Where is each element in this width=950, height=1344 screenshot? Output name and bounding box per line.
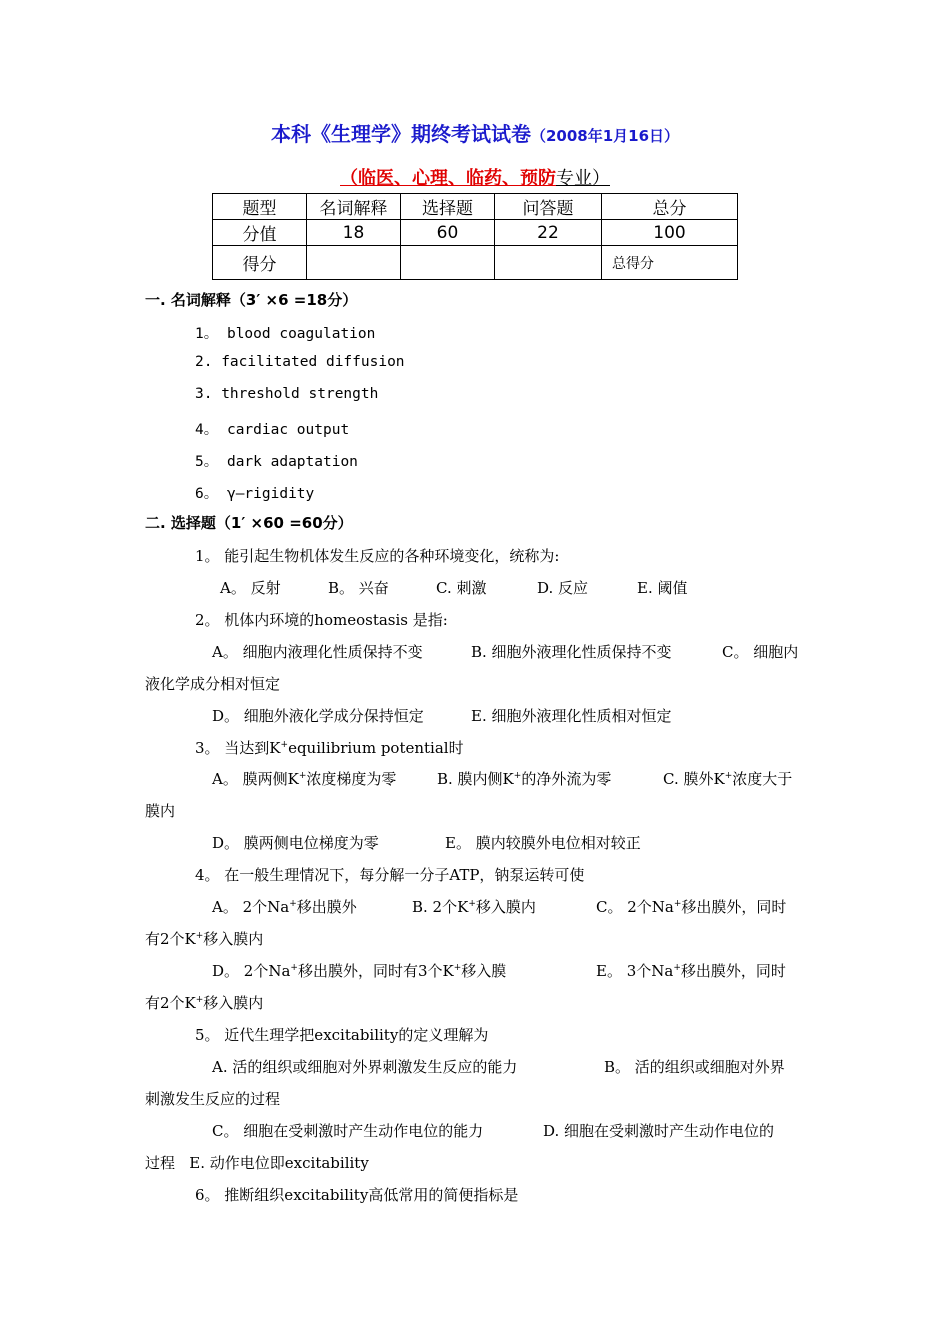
table-cell: 问答题 [495,194,602,220]
question-stem: 2。 机体内环境的homeostasis 是指: [195,611,448,629]
list-item: 1。 blood coagulation [195,326,376,342]
option: B。 兴奋 [328,579,389,597]
list-item: 4。 cardiac output [195,422,350,438]
option: D。 膜两侧电位梯度为零 [212,834,379,852]
table-cell: 18 [307,220,401,246]
option: C。 细胞在受刺激时产生动作电位的能力 [212,1122,484,1140]
option: D。 2个Na+移出膜外，同时有3个K+移入膜 [212,962,507,980]
list-item: 5。 dark adaptation [195,454,358,470]
option-continued: 液化学成分相对恒定 [145,675,281,693]
option: A。 膜两侧K+浓度梯度为零 [212,770,397,788]
option: B. 2个K+移入膜内 [412,898,536,916]
option-continued: 有2个K+移入膜内 [145,930,264,948]
list-item: 6。 γ—rigidity [195,486,315,502]
table-cell: 得分 [213,246,307,280]
table-cell: 22 [495,220,602,246]
question-stem: 6。 推断组织excitability高低常用的简便指标是 [195,1186,519,1204]
score-field [307,246,401,280]
table-cell: 选择题 [401,194,495,220]
option: E. 阈值 [637,579,688,597]
table-cell: 分值 [213,220,307,246]
option: B。 活的组织或细胞对外界 [604,1058,785,1076]
table-cell: 100 [602,220,738,246]
option-continued: 膜内 [145,802,176,820]
section-heading-1: 一. 名词解释（3′ ×6 =18分） [145,291,358,309]
table-cell: 名词解释 [307,194,401,220]
option: E。 3个Na+移出膜外，同时 [596,962,786,980]
question-stem: 4。 在一般生理情况下，每分解一分子ATP，钠泵运转可使 [195,866,585,884]
option: D。 细胞外液化学成分保持恒定 [212,707,424,725]
table-row [213,246,738,280]
table-cell: 题型 [213,194,307,220]
option: C. 刺激 [436,579,487,597]
list-item: 2. facilitated diffusion [195,354,405,370]
question-stem: 5。 近代生理学把excitability的定义理解为 [195,1026,489,1044]
option: A。 细胞内液理化性质保持不变 [212,643,423,661]
option: B. 细胞外液理化性质保持不变 [471,643,672,661]
option: D. 反应 [537,579,589,597]
option-continued: 有2个K+移入膜内 [145,994,264,1012]
question-stem: 1。 能引起生物机体发生反应的各种环境变化，统称为: [195,547,560,565]
score-table [212,193,738,280]
table-cell: 60 [401,220,495,246]
option: C. 膜外K+浓度大于 [663,770,793,788]
option: C。 细胞内 [722,643,799,661]
score-field [401,246,495,280]
table-row [213,194,738,220]
table-row [213,220,738,246]
option-continued: 过程 E. 动作电位即excitability [145,1154,369,1172]
option: D. 细胞在受刺激时产生动作电位的 [543,1122,775,1140]
option: A。 反射 [220,579,281,597]
option: A. 活的组织或细胞对外界刺激发生反应的能力 [212,1058,518,1076]
option: E. 细胞外液理化性质相对恒定 [471,707,672,725]
option-continued: 刺激发生反应的过程 [145,1090,281,1108]
option: A。 2个Na+移出膜外 [212,898,357,916]
table-cell: 总分 [602,194,738,220]
exam-majors: （临医、心理、临药、预防专业） [340,168,610,189]
option: B. 膜内侧K+的净外流为零 [437,770,612,788]
total-score-field: 总得分 [602,246,738,280]
question-stem: 3。 当达到K+equilibrium potential时 [195,739,464,757]
score-field [495,246,602,280]
list-item: 3. threshold strength [195,386,379,402]
section-heading-2: 二. 选择题（1′ ×60 =60分） [145,514,353,532]
option: C。 2个Na+移出膜外，同时 [596,898,787,916]
option: E。 膜内较膜外电位相对较正 [445,834,641,852]
exam-title: 本科《生理学》期终考试试卷（2008年1月16日） [270,122,680,146]
exam-date: （2008年1月16日） [530,127,680,145]
